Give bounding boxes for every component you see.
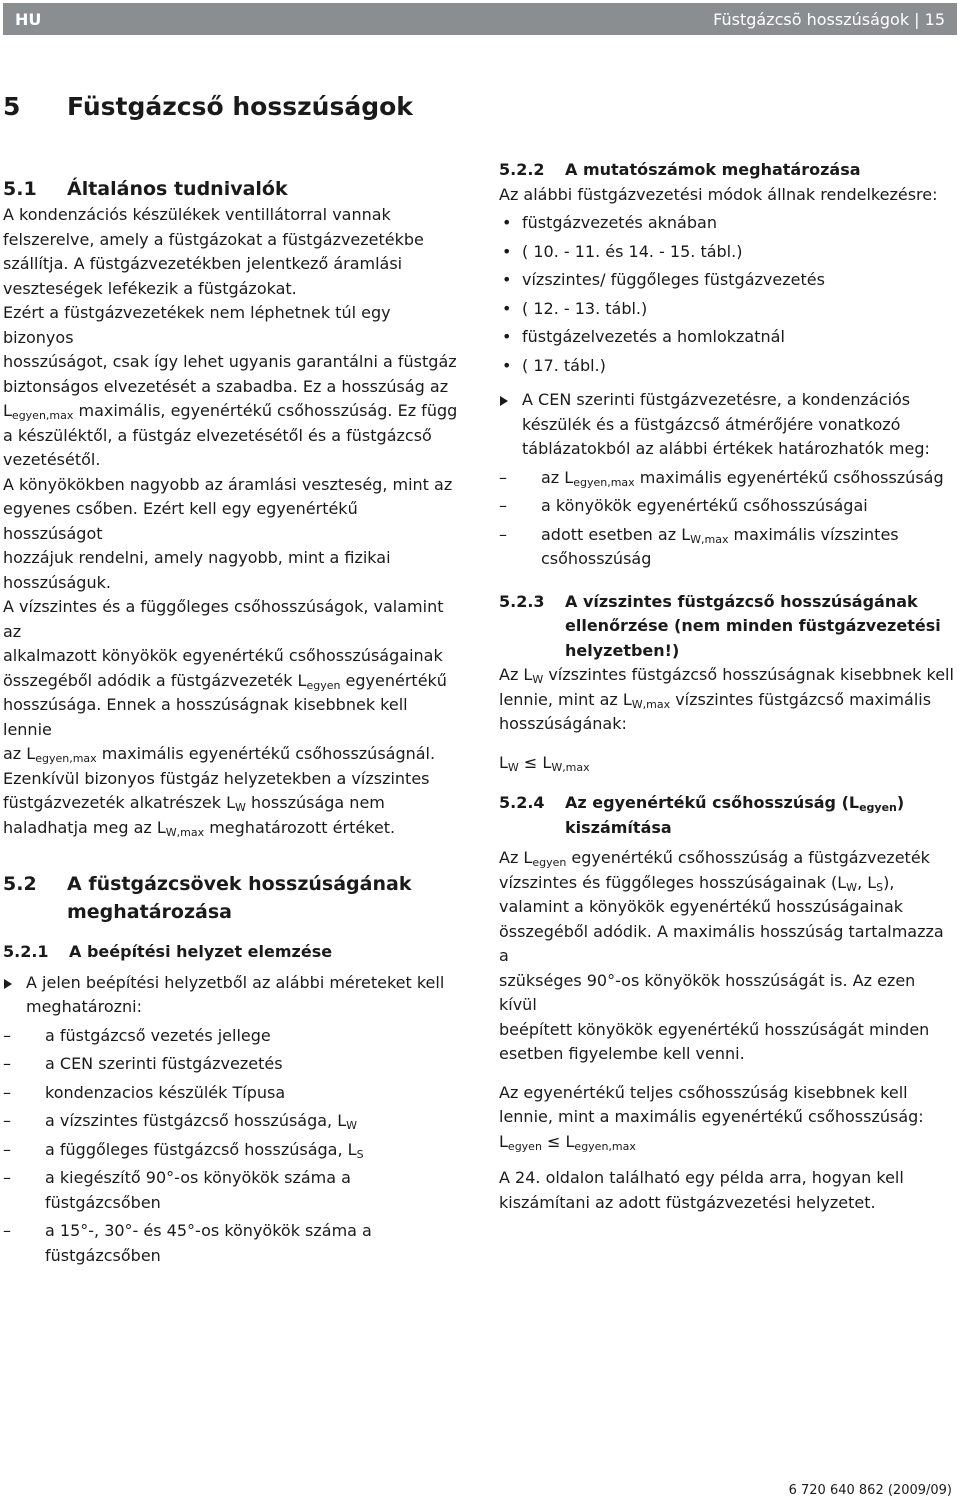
subsection-title-line: kiszámítása — [565, 817, 672, 837]
text-line: veszteségek lefékezik a füstgázokat. — [3, 278, 297, 298]
bullet-item: • füstgázelvezetés a homlokzatnál — [499, 325, 954, 350]
paragraph-example-reference — [499, 1166, 954, 1215]
subsection-title-line: ellenőrzése (nem minden füstgázvezetési — [565, 616, 941, 635]
text-run: egyenértékű csőhosszúság a füstgázvezeték — [566, 848, 930, 867]
text-line: esetben figyelembe kell venni. — [499, 1044, 745, 1063]
subsection-title: A beépítési helyzet elemzése — [69, 942, 333, 961]
paragraph-equivalent-length — [499, 846, 954, 1067]
subscript: W,max — [551, 760, 590, 774]
text-line: füstgázcsőben — [45, 1245, 161, 1265]
text-line: szükséges 90°-os könyökök hosszúságát is. Az ezen kívül — [499, 970, 916, 1014]
text-run: , L — [857, 872, 877, 892]
section-title: Általános tudnivalók — [67, 178, 288, 200]
text-line: beépített könyökök egyenértékű hosszúságát minden — [499, 1019, 930, 1039]
text-line — [499, 688, 954, 713]
text-line — [3, 791, 458, 816]
text-line: készülék és a füstgázcső átmérőjére vonatkozó — [522, 414, 901, 434]
text-line: valamint a könyökök egyenértékű hosszúságainak — [499, 897, 904, 916]
operator: ≤ — [518, 752, 543, 772]
subsection-title: A mutatószámok meghatározása — [565, 160, 861, 179]
intro-text: Az alábbi füstgázvezetési módok állnak rendelkezésre: — [499, 184, 938, 204]
dash-item: – kondenzacios készülék Típusa — [3, 1081, 458, 1106]
section-heading-5-1 — [3, 175, 458, 203]
text-run: ), — [883, 872, 895, 892]
subscript: W — [235, 801, 246, 814]
text-line: táblázatokból az alábbi értékek határozhatók meg: — [522, 439, 930, 458]
text-line: Ezenkívül bizonyos füstgáz helyzetekben a vízszintes — [3, 768, 430, 788]
subsection-heading-5-2-3 — [499, 590, 954, 664]
chapter-number: 5 — [3, 92, 21, 121]
symbol-l: L — [3, 401, 12, 420]
subscript: W — [346, 1119, 358, 1132]
text-line: Az egyenértékű teljes csőhosszúság kisebbnek kell — [499, 1082, 908, 1102]
text-line — [499, 871, 954, 896]
section-title-line: A füstgázcsövek hosszúságának — [67, 873, 412, 895]
text-run: az L — [3, 744, 36, 763]
subsection-number: 5.2.2 — [499, 160, 545, 179]
document-number: 6 720 640 862 (2009/09) — [788, 1483, 952, 1498]
text-run: hosszúsága nem — [245, 793, 385, 812]
left-column — [3, 175, 458, 1272]
text-line: füstgázcsőben — [45, 1192, 161, 1212]
text-run: lennie, mint az L — [499, 689, 632, 709]
text-line: vezetésétől. — [3, 450, 101, 469]
running-title: Füstgázcsõ hosszúságok | 15 — [713, 10, 945, 29]
paragraph-general — [3, 203, 458, 840]
chapter-title: Füstgázcső hosszúságok — [67, 92, 413, 121]
text-line: a készüléktől, a füstgáz elvezetésétől és a füstgázcső — [3, 425, 432, 445]
text-line: hosszúságuk. — [3, 572, 111, 592]
arrow-instruction — [499, 388, 954, 462]
text-line — [3, 816, 458, 841]
text-run: maximális vízszintes — [728, 524, 899, 544]
text-line: hosszúsága. Ennek a hosszúságnak kisebbnek kell lennie — [3, 695, 408, 739]
formula-legyen — [499, 1130, 954, 1155]
text-line: A kondenzációs készülékek ventillátorral vannak — [3, 205, 391, 224]
text-line — [499, 663, 954, 688]
dash-item — [3, 1219, 458, 1268]
text-run: adott esetben az L — [541, 524, 691, 544]
text-line: A könyökökben nagyobb az áramlási veszteség, mint az — [3, 474, 453, 494]
text-run: meghatározott értéket. — [204, 817, 396, 837]
subscript: egyen,max — [574, 1139, 636, 1153]
text-run: Az L — [499, 665, 533, 684]
text-line: A jelen beépítési helyzetből az alábbi méreteket kell — [26, 972, 445, 992]
right-column — [499, 158, 954, 1215]
section-title-line: meghatározása — [67, 901, 232, 923]
operator: ≤ — [541, 1131, 566, 1151]
text-line: szállítja. A füstgázvezetékben jelentkező áramlási — [3, 254, 403, 273]
dash-item: – a CEN szerinti füstgázvezetés — [3, 1052, 458, 1077]
text-line: hosszúságot, csak így lehet ugyanis garantálni a füstgáz — [3, 352, 457, 371]
text-run: az L — [541, 467, 574, 487]
text-line: meghatározni: — [26, 997, 142, 1016]
dash-item — [3, 1166, 458, 1215]
arrow-instruction — [3, 971, 458, 1020]
subscript: S — [356, 1147, 364, 1161]
subscript: egyen,max — [573, 475, 635, 489]
subscript: egyen,max — [11, 409, 74, 422]
text-line — [3, 742, 458, 767]
text-line — [3, 669, 458, 694]
bullet-item: • ( 12. - 13. tábl.) — [499, 297, 954, 322]
subscript: egyen — [859, 801, 897, 814]
text-run: Az L — [499, 848, 533, 867]
text-line — [499, 846, 954, 871]
paragraph-total-length — [499, 1081, 954, 1155]
subscript: W — [507, 760, 519, 774]
page-header — [3, 3, 957, 35]
subscript: W,max — [690, 532, 729, 546]
symbol-l: L — [565, 1131, 575, 1151]
subscript: egyen — [532, 856, 567, 869]
section-number: 5.2 — [3, 873, 37, 895]
text-run: maximális egyenértékű csőhosszúságnál. — [96, 744, 436, 763]
subscript: W,max — [165, 825, 205, 839]
subsection-title-line: helyzetben!) — [565, 640, 680, 660]
text-run: Az egyenértékű csőhosszúság (L — [565, 793, 860, 812]
dash-item: – a könyökök egyenértékű csőhosszúságai — [499, 494, 954, 519]
text-run: a függőleges füstgázcső hosszúsága, L — [45, 1139, 357, 1159]
subsection-number: 5.2.4 — [499, 793, 545, 812]
dash-item — [3, 1109, 458, 1134]
subscript: egyen — [507, 1139, 542, 1153]
text-line: hosszúságának: — [499, 714, 627, 733]
subsection-number: 5.2.3 — [499, 591, 545, 611]
section-number: 5.1 — [3, 178, 37, 200]
subscript: egyen — [306, 678, 341, 692]
text-line: összegéből adódik. A maximális hosszúság tartalmazza a — [499, 921, 944, 965]
text-line: A vízszintes és a függőleges csőhosszúságok, valamint az — [3, 597, 444, 641]
subsection-number: 5.2.1 — [3, 942, 49, 961]
text-line: Ezért a füstgázvezetékek nem léphetnek túl egy bizonyos — [3, 303, 391, 347]
text-run: maximális egyenértékű csőhosszúság — [634, 467, 944, 487]
text-line: A 24. oldalon található egy példa arra, hogyan kell — [499, 1168, 904, 1187]
dash-item — [499, 466, 954, 491]
text-run: a vízszintes füstgázcső hosszúsága, L — [45, 1111, 347, 1130]
text-line: felszerelve, amely a füstgázokat a füstgázvezetékbe — [3, 229, 424, 249]
subscript: egyen,max — [35, 752, 97, 765]
text-run: füstgázvezeték alkatrészek L — [3, 793, 235, 812]
text-line: A CEN szerinti füstgázvezetésre, a kondenzációs — [522, 390, 911, 409]
text-run: ) — [896, 793, 905, 812]
text-line: csőhosszúság — [541, 549, 652, 568]
paragraph-horizontal-check — [499, 663, 954, 737]
subscript: W — [532, 673, 544, 686]
section-heading-5-2 — [3, 870, 458, 926]
chapter-heading — [3, 92, 413, 121]
text-run: haladhatja meg az L — [3, 817, 166, 837]
subsection-heading-5-2-1 — [3, 940, 458, 965]
text-line: alkalmazott könyökök egyenértékű csőhosszúságainak — [3, 646, 443, 665]
text-run: egyenértékű — [340, 670, 447, 690]
text-line: kiszámítani az adott füstgázvezetési helyzetet. — [499, 1192, 876, 1212]
dash-item: – a füstgázcső vezetés jellege — [3, 1024, 458, 1049]
subsection-heading-5-2-2 — [499, 158, 954, 183]
text-run: vízszintes füstgázcső maximális — [670, 689, 932, 709]
text-line: biztonságos elvezetését a szabadba. Ez a hosszúság az — [3, 376, 449, 396]
formula-lw — [499, 751, 954, 776]
bullet-item: • vízszintes/ függőleges füstgázvezetés — [499, 268, 954, 293]
dash-item — [499, 523, 954, 572]
text-run: maximális, egyenértékű csőhosszúság. Ez függ — [73, 401, 458, 420]
text-line: egyenes csőben. Ezért kell egy egyenértékű hosszúságot — [3, 499, 358, 543]
symbol-l: L — [542, 752, 552, 772]
bullet-item: • ( 17. tábl.) — [499, 354, 954, 379]
subscript: W,max — [631, 697, 671, 711]
text-run: összegéből adódik a füstgázvezeték L — [3, 670, 307, 690]
text-run: vízszintes és függőleges hosszúságainak (L — [499, 872, 847, 892]
symbol-l: L — [499, 1131, 508, 1151]
text-line — [541, 523, 954, 548]
text-line — [3, 399, 458, 424]
text-run: vízszintes füstgázcső hosszúságnak kisebbnek kell — [543, 665, 954, 684]
dash-item — [3, 1138, 458, 1163]
language-code: HU — [15, 10, 42, 29]
subscript: S — [876, 880, 884, 894]
bullet-item: • füstgázvezetés aknában — [499, 211, 954, 236]
subsection-title-line: A vízszintes füstgázcső hosszúságának — [565, 591, 918, 611]
text-line: hozzájuk rendelni, amely nagyobb, mint a fizikai — [3, 548, 391, 567]
bullet-item: • ( 10. - 11. és 14. - 15. tábl.) — [499, 240, 954, 265]
text-line: lennie, mint a maximális egyenértékű csőhosszúság: — [499, 1107, 924, 1126]
text-line: – a kiegészítő 90°-os könyökök száma a — [45, 1168, 351, 1187]
text-line: – a 15°-, 30°- és 45°-os könyökök száma a — [45, 1221, 372, 1240]
subsection-title-line — [565, 791, 954, 816]
symbol-l: L — [499, 752, 508, 772]
subsection-heading-5-2-4 — [499, 791, 954, 840]
subscript: W — [846, 880, 858, 894]
